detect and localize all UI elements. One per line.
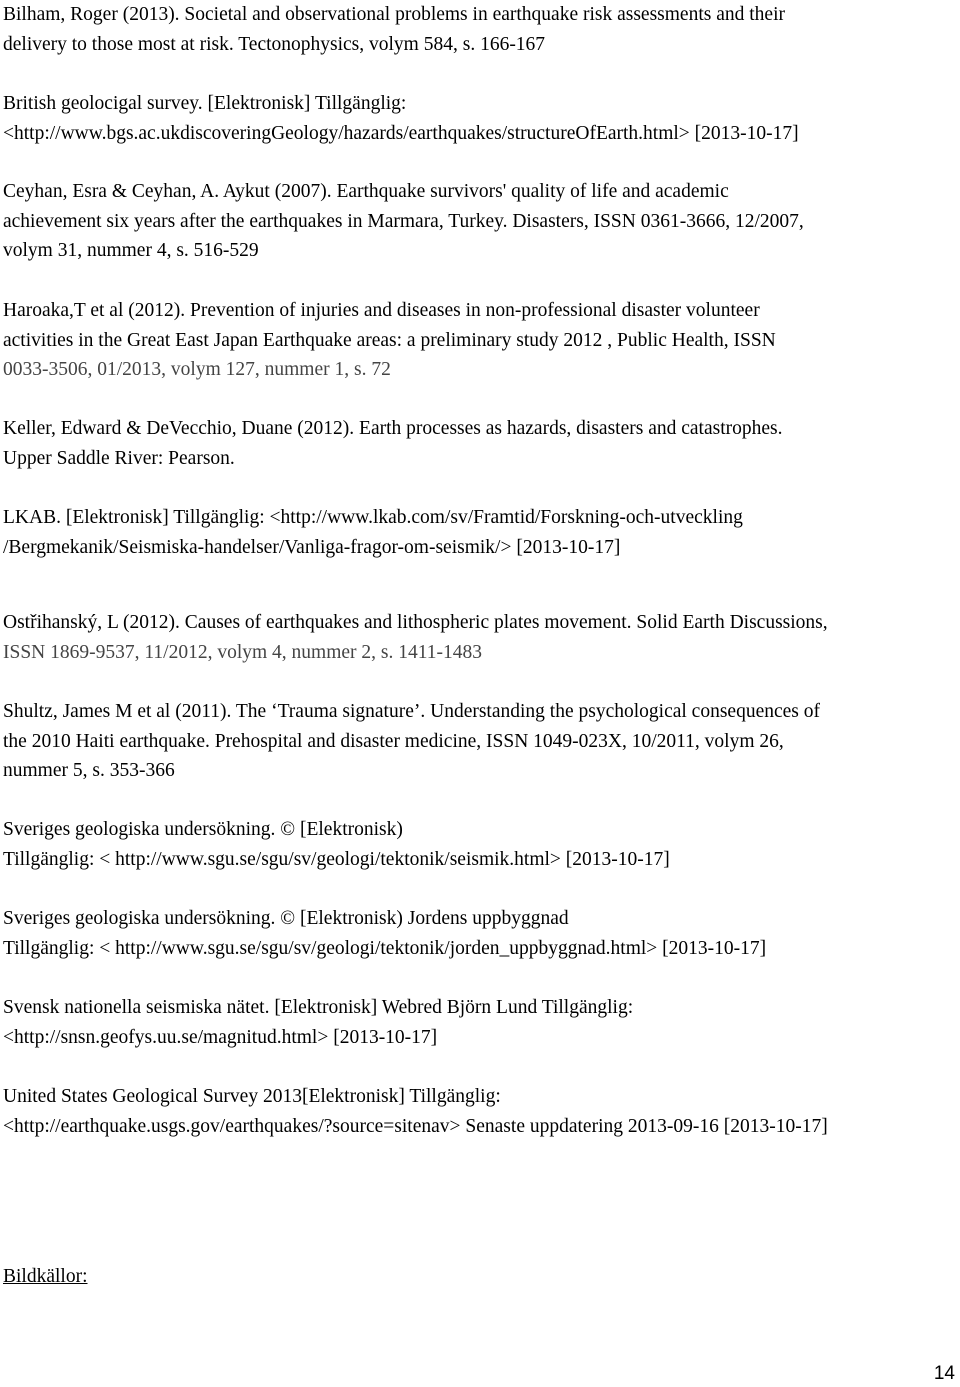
reference-line: Svensk nationella seismiska nätet. [Elektronisk] Webred Björn Lund Tillgänglig: [3, 997, 634, 1018]
reference-line: British geolocigal survey. [Elektronisk] Tillgänglig: [3, 93, 407, 114]
reference-lkab [3, 503, 955, 562]
reference-line: 0033-3506, 01/2013, volym 127, nummer 1, s. 72 [3, 359, 391, 380]
reference-line: Shultz, James M et al (2011). The ‘Trauma signature’. Understanding the psychological consequences of [3, 701, 821, 722]
reference-ceyhan [3, 177, 955, 266]
reference-line: activities in the Great East Japan Earthquake areas: a preliminary study 2012 , Public Health, ISSN [3, 329, 776, 351]
reference-line: Sveriges geologiska undersökning. © [Elektronisk) [3, 819, 403, 840]
reference-line: Bilham, Roger (2013). Societal and observational problems in earthquake risk assessments and their [3, 4, 785, 25]
reference-line: Sveriges geologiska undersökning. © [Elektronisk) Jordens uppbyggnad [3, 908, 569, 929]
reference-line: Ceyhan, Esra & Ceyhan, A. Aykut (2007). Earthquake survivors' quality of life and academic [3, 181, 729, 202]
reference-ostrihansky [3, 608, 955, 667]
reference-url[interactable]: Tillgänglig: < http://www.sgu.se/sgu/sv/geologi/tektonik/jorden_uppbyggnad.html> [2013-10-17] [3, 937, 767, 959]
reference-sgu-seismik [3, 815, 955, 874]
page-number: 14 [933, 1363, 955, 1384]
reference-url[interactable]: LKAB. [Elektronisk] Tillgänglig: <http://www.lkab.com/sv/Framtid/Forskning-och-utveckling [3, 507, 743, 528]
reference-line: the 2010 Haiti earthquake. Prehospital and disaster medicine, ISSN 1049-023X, 10/2011, volym 26, [3, 730, 784, 752]
reference-line: nummer 5, s. 353-366 [3, 760, 175, 781]
reference-url[interactable]: Tillgänglig: < http://www.sgu.se/sgu/sv/geologi/tektonik/seismik.html> [2013-10-17] [3, 848, 670, 870]
reference-bilham [3, 0, 955, 59]
reference-line: Haroaka,T et al (2012). Prevention of injuries and diseases in non-professional disaster volunteer [3, 300, 760, 321]
reference-haroaka [3, 296, 955, 385]
section-heading-bildkallor: Bildkällor: [3, 1266, 88, 1287]
reference-line: Ostřihanský, L (2012). Causes of earthquakes and lithospheric plates movement. Solid Earth Discussions, [3, 612, 828, 633]
reference-keller [3, 414, 955, 473]
reference-british-geological-survey [3, 89, 955, 148]
reference-url[interactable]: <http://earthquake.usgs.gov/earthquakes/?source=sitenav> Senaste uppdatering 2013-09-16 [2013-10-17] [3, 1115, 828, 1137]
reference-url[interactable]: /Bergmekanik/Seismiska-handelser/Vanliga-fragor-om-seismik/> [2013-10-17] [3, 536, 621, 558]
reference-url[interactable]: <http://www.bgs.ac.ukdiscoveringGeology/hazards/earthquakes/structureOfEarth.html> [2013-10-17] [3, 122, 799, 144]
reference-line: ISSN 1869-9537, 11/2012, volym 4, nummer 2, s. 1411-1483 [3, 641, 483, 663]
reference-line: volym 31, nummer 4, s. 516-529 [3, 240, 259, 261]
reference-line: Upper Saddle River: Pearson. [3, 447, 235, 469]
reference-line: Keller, Edward & DeVecchio, Duane (2012). Earth processes as hazards, disasters and catastrophes. [3, 418, 783, 439]
reference-usgs [3, 1082, 955, 1141]
reference-shultz [3, 697, 955, 786]
reference-url[interactable]: <http://snsn.geofys.uu.se/magnitud.html> [2013-10-17] [3, 1026, 438, 1048]
reference-line: achievement six years after the earthquakes in Marmara, Turkey. Disasters, ISSN 0361-3666, 12/2007, [3, 210, 804, 232]
reference-sgu-jordens-uppbyggnad [3, 904, 955, 963]
reference-snsn [3, 993, 955, 1052]
reference-line: delivery to those most at risk. Tectonophysics, volym 584, s. 166-167 [3, 33, 546, 55]
reference-line: United States Geological Survey 2013[Elektronisk] Tillgänglig: [3, 1086, 501, 1107]
